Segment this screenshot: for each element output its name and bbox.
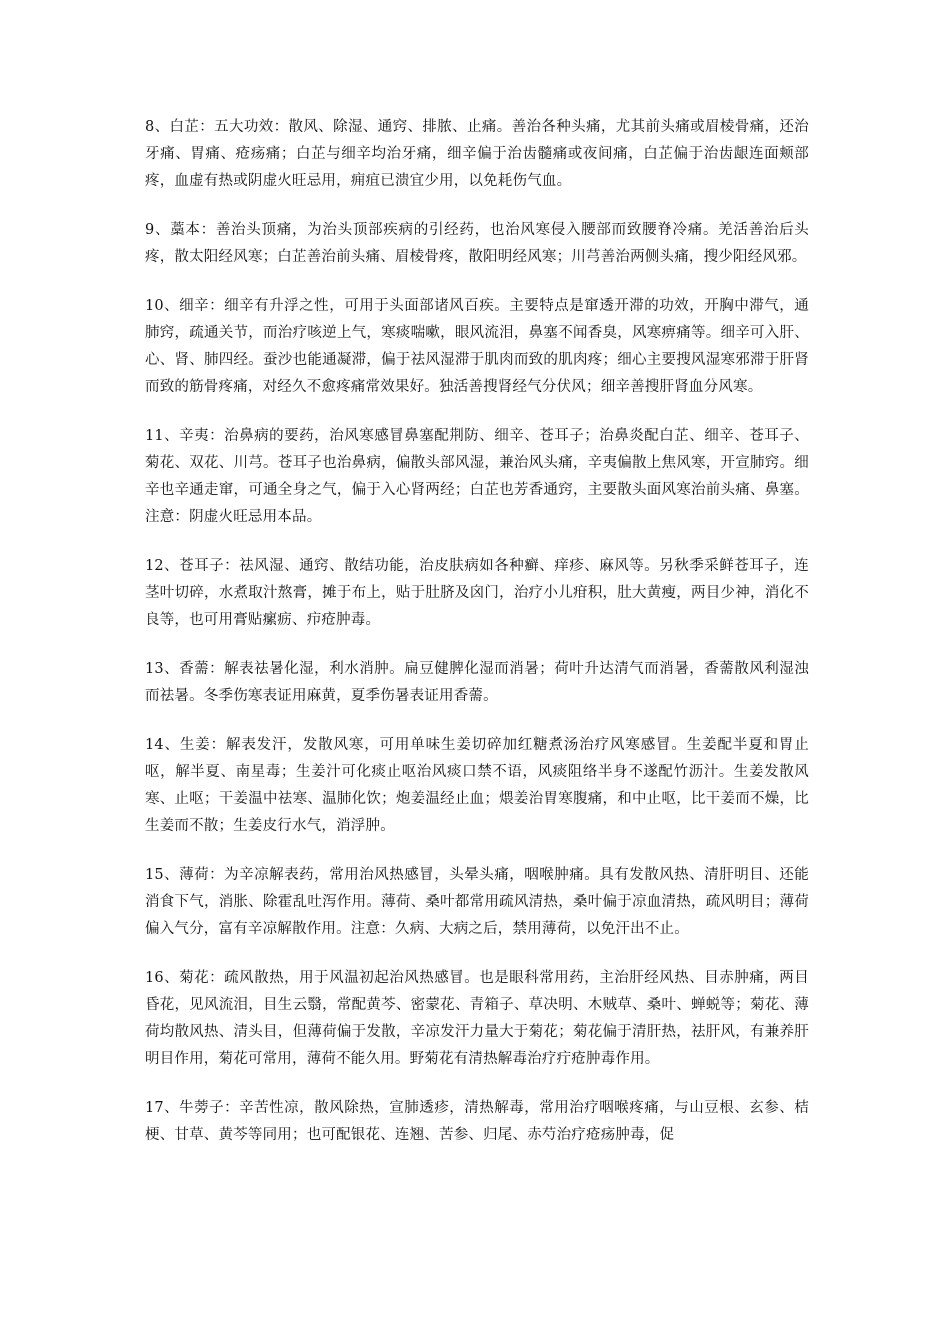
document-body <box>145 114 809 1171</box>
paragraph-xinyi: 11、辛夷：治鼻病的要药，治风寒感冒鼻塞配荆防、细辛、苍耳子；治鼻炎配白芷、细辛、苍耳子、菊花、双花、川芎。苍耳子也治鼻病，偏散头部风湿，兼治风头痛，辛夷偏散上焦风寒，开宣肺窍。细辛也辛通走窜，可通全身之气，偏于入心肾两经；白芷也芳香通窍，主要散头面风寒治前头痛、鼻塞。注意：阴虚火旺忌用本品。 <box>145 428 809 525</box>
paragraph-xixin: 10、细辛：细辛有升浮之性，可用于头面部诸风百疾。主要特点是窜透开滞的功效，开胸中滞气，通肺窍，疏通关节，而治疗咳逆上气，寒痰喘嗽，眼风流泪，鼻塞不闻香臭，风寒痹痛等。细辛可入肝、心、肾、肺四经。蚕沙也能通凝滞，偏于祛风湿滞于肌肉而致的肌肉疼；细心主要搜风湿寒邪滞于肝肾而致的筋骨疼痛，对经久不愈疼痛常效果好。独活善搜肾经气分伏风；细辛善搜肝肾血分风寒。 <box>145 298 809 395</box>
paragraph-baizhi: 8、白芷：五大功效：散风、除湿、通窍、排脓、止痛。善治各种头痛，尤其前头痛或眉棱骨痛，还治牙痛、胃痛、疮疡痛；白芷与细辛均治牙痛，细辛偏于治齿髓痛或夜间痛，白芷偏于治齿龈连面颊部疼，血虚有热或阴虚火旺忌用，痈疽已溃宜少用，以免耗伤气血。 <box>145 119 809 189</box>
paragraph-bohe: 15、薄荷：为辛凉解表药，常用治风热感冒，头晕头痛，咽喉肿痛。具有发散风热、清肝明目、还能消食下气，消胀、除霍乱吐泻作用。薄荷、桑叶都常用疏风清热，桑叶偏于凉血清热，疏风明目；薄荷偏入气分，富有辛凉解散作用。注意：久病、大病之后，禁用薄荷，以免汗出不止。 <box>145 867 809 937</box>
paragraph-cangerzi: 12、苍耳子：祛风湿、通窍、散结功能，治皮肤病如各种癣、痒疹、麻风等。另秋季采鲜苍耳子，连茎叶切碎，水煮取汁熬膏，摊于布上，贴于肚脐及囟门，治疗小儿疳积，肚大黄瘦，两目少神，消化不良等，也可用膏贴瘰疬、疖疮肿毒。 <box>145 558 809 628</box>
paragraph-xiangru: 13、香薷：解表祛暑化湿，利水消肿。扁豆健脾化湿而消暑；荷叶升达清气而消暑，香薷散风利湿浊而祛暑。冬季伤寒表证用麻黄，夏季伤暑表证用香薷。 <box>145 661 809 704</box>
paragraph-niubangzi: 17、牛蒡子：辛苦性凉，散风除热，宣肺透疹，清热解毒，常用治疗咽喉疼痛，与山豆根、玄参、桔梗、甘草、黄芩等同用；也可配银花、连翘、苦参、归尾、赤芍治疗疮疡肿毒，促 <box>145 1100 809 1143</box>
paragraph-shengjiang: 14、生姜：解表发汗，发散风寒，可用单味生姜切碎加红糖煮汤治疗风寒感冒。生姜配半夏和胃止呕，解半夏、南星毒；生姜汁可化痰止呕治风痰口禁不语，风痰阻络半身不遂配竹沥汁。生姜发散风寒、止呕；干姜温中祛寒、温肺化饮；炮姜温经止血；煨姜治胃寒腹痛，和中止呕，比干姜而不燥，比生姜而不散；生姜皮行水气，消浮肿。 <box>145 737 809 834</box>
paragraph-gaoben: 9、藁本：善治头顶痛，为治头顶部疾病的引经药，也治风寒侵入腰部而致腰脊冷痛。羌活善治后头疼，散太阳经风寒；白芷善治前头痛、眉棱骨疼，散阳明经风寒；川芎善治两侧头痛，搜少阳经风邪。 <box>145 222 809 265</box>
paragraph-juhua: 16、菊花：疏风散热，用于风温初起治风热感冒。也是眼科常用药，主治肝经风热、目赤肿痛，两目昏花，见风流泪，目生云翳，常配黄芩、密蒙花、青箱子、草决明、木贼草、桑叶、蝉蜕等；菊花、薄荷均散风热、清头目，但薄荷偏于发散，辛凉发汗力量大于菊花；菊花偏于清肝热，祛肝风，有兼养肝明目作用，菊花可常用，薄荷不能久用。野菊花有清热解毒治疗疔疮肿毒作用。 <box>145 970 809 1067</box>
